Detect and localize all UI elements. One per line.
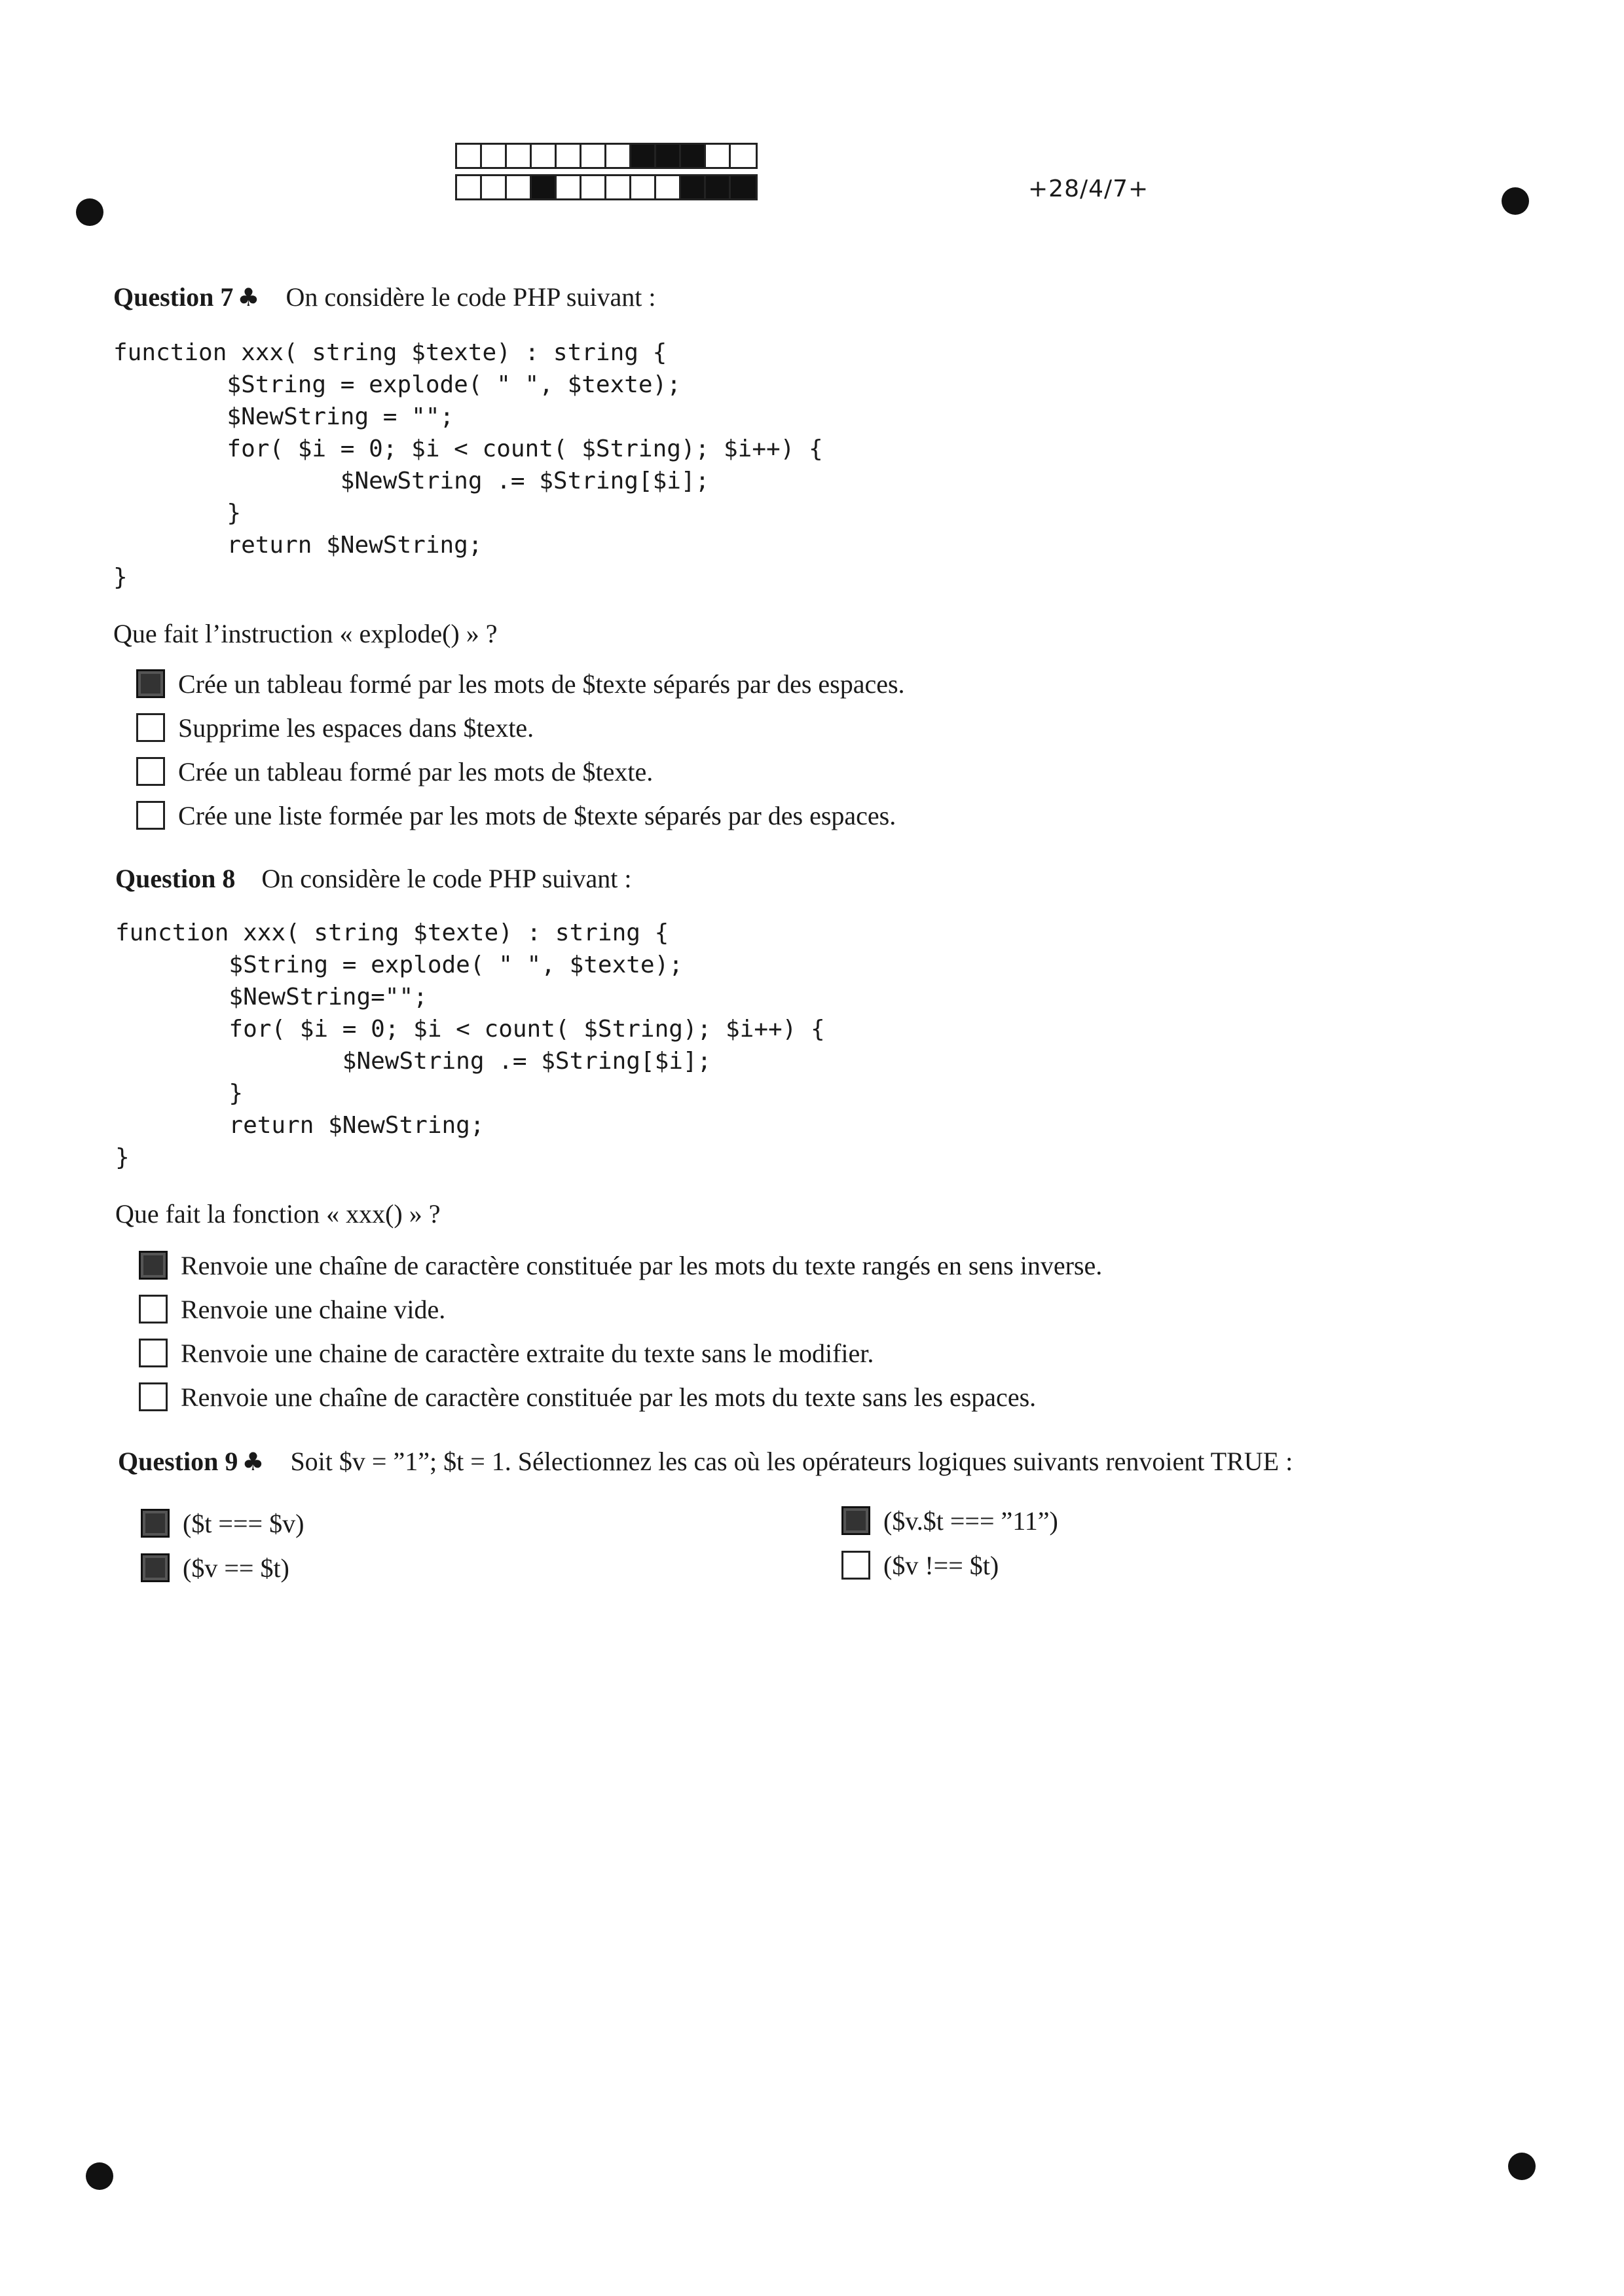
choice-label: ($t === $v)	[183, 1508, 304, 1538]
checkbox[interactable]	[841, 1551, 870, 1580]
choice-label: Crée une liste formée par les mots de $texte séparés par des espaces.	[178, 800, 896, 830]
question-7-number: Question 7	[113, 282, 234, 312]
barcode-row-1	[455, 143, 758, 169]
barcode-cell	[482, 145, 507, 167]
choice-label: Renvoie une chaîne de caractère constituée par les mots du texte sans les espaces.	[181, 1382, 1037, 1412]
registration-mark-bottom-left	[86, 2162, 113, 2190]
barcode-cell	[581, 176, 606, 198]
checkbox[interactable]	[136, 713, 165, 742]
checkbox[interactable]	[139, 1339, 168, 1367]
checkbox[interactable]	[139, 1382, 168, 1411]
choice-7-3[interactable]	[136, 754, 905, 788]
barcode-cell	[532, 176, 557, 198]
choice-8-1[interactable]	[139, 1248, 1102, 1282]
club-icon: ♣	[237, 283, 260, 312]
page-id: +28/4/7+	[1028, 176, 1149, 202]
barcode-cell	[656, 145, 681, 167]
choice-9-4[interactable]	[841, 1548, 1058, 1582]
choice-label: Renvoie une chaine vide.	[181, 1294, 446, 1324]
checkbox-checked[interactable]	[141, 1553, 170, 1582]
barcode-cell	[631, 145, 656, 167]
barcode-cell	[656, 176, 681, 198]
barcode-cell	[457, 145, 482, 167]
checkbox-checked[interactable]	[841, 1506, 870, 1535]
barcode-cell	[706, 176, 731, 198]
barcode-row-2	[455, 174, 758, 200]
barcode-cell	[457, 176, 482, 198]
barcode-cell	[482, 176, 507, 198]
question-7-prompt: Que fait l’instruction « explode() » ?	[113, 619, 498, 648]
barcode-cell	[507, 176, 532, 198]
question-8-choices	[139, 1248, 1102, 1414]
club-icon: ♣	[242, 1447, 265, 1476]
choice-9-2[interactable]	[141, 1551, 304, 1585]
choice-label: Renvoie une chaine de caractère extraite du texte sans le modifier.	[181, 1338, 874, 1368]
question-8-code: function xxx( string $texte) : string { $String = explode( " ", $texte); $NewString=""; for( $i = 0; $i < count( $String); $i++) { $NewString .= $String[$i]; } return $NewString; }	[115, 919, 825, 1171]
question-8-header	[115, 863, 631, 894]
choice-7-2[interactable]	[136, 711, 905, 745]
checkbox[interactable]	[136, 757, 165, 786]
question-7-text: On considère le code PHP suivant :	[286, 282, 656, 312]
question-9-header	[118, 1446, 1293, 1477]
choice-label: ($v.$t === ”11”)	[883, 1506, 1058, 1536]
question-9-text: Soit $v = ”1”; $t = 1. Sélectionnez les cas où les opérateurs logiques suivants renvoient TRUE :	[290, 1447, 1293, 1476]
barcode-cell	[606, 176, 631, 198]
checkbox[interactable]	[136, 801, 165, 830]
choice-8-2[interactable]	[139, 1292, 1102, 1326]
barcode-cell	[507, 145, 532, 167]
barcode-cell	[681, 176, 706, 198]
choice-8-4[interactable]	[139, 1380, 1102, 1414]
choice-7-4[interactable]	[136, 798, 905, 832]
checkbox-checked[interactable]	[139, 1251, 168, 1280]
choice-9-1[interactable]	[141, 1506, 304, 1540]
page-barcode	[455, 143, 758, 200]
registration-mark-top-left	[76, 198, 103, 226]
barcode-cell	[731, 176, 756, 198]
question-7-code: function xxx( string $texte) : string { $String = explode( " ", $texte); $NewString = ""; for( $i = 0; $i < count( $String); $i++) { $NewString .= $String[$i]; } return $NewString; }	[113, 339, 823, 591]
barcode-cell	[731, 145, 756, 167]
barcode-cell	[631, 176, 656, 198]
question-9-choices-right	[841, 1504, 1058, 1582]
checkbox[interactable]	[139, 1295, 168, 1324]
choice-9-3[interactable]	[841, 1504, 1058, 1538]
choice-8-3[interactable]	[139, 1336, 1102, 1370]
barcode-cell	[581, 145, 606, 167]
choice-label: ($v == $t)	[183, 1553, 289, 1583]
question-8-text: On considère le code PHP suivant :	[261, 864, 632, 893]
barcode-cell	[557, 176, 581, 198]
choice-label: Supprime les espaces dans $texte.	[178, 713, 534, 743]
barcode-cell	[681, 145, 706, 167]
barcode-cell	[532, 145, 557, 167]
barcode-cell	[706, 145, 731, 167]
question-8-prompt: Que fait la fonction « xxx() » ?	[115, 1199, 441, 1229]
checkbox-checked[interactable]	[141, 1509, 170, 1538]
checkbox-checked[interactable]	[136, 669, 165, 698]
question-7-choices	[136, 667, 905, 832]
registration-mark-bottom-right	[1508, 2153, 1536, 2180]
barcode-cell	[606, 145, 631, 167]
question-9-choices-left	[141, 1506, 304, 1585]
choice-7-1[interactable]	[136, 667, 905, 701]
question-7-header	[113, 282, 656, 312]
choice-label: ($v !== $t)	[883, 1550, 999, 1580]
question-8-number: Question 8	[115, 864, 236, 893]
choice-label: Renvoie une chaîne de caractère constituée par les mots du texte rangés en sens inverse.	[181, 1250, 1103, 1280]
registration-mark-top-right	[1502, 187, 1529, 215]
choice-label: Crée un tableau formé par les mots de $texte.	[178, 756, 654, 787]
barcode-cell	[557, 145, 581, 167]
question-9-number: Question 9	[118, 1447, 238, 1476]
choice-label: Crée un tableau formé par les mots de $texte séparés par des espaces.	[178, 669, 905, 699]
